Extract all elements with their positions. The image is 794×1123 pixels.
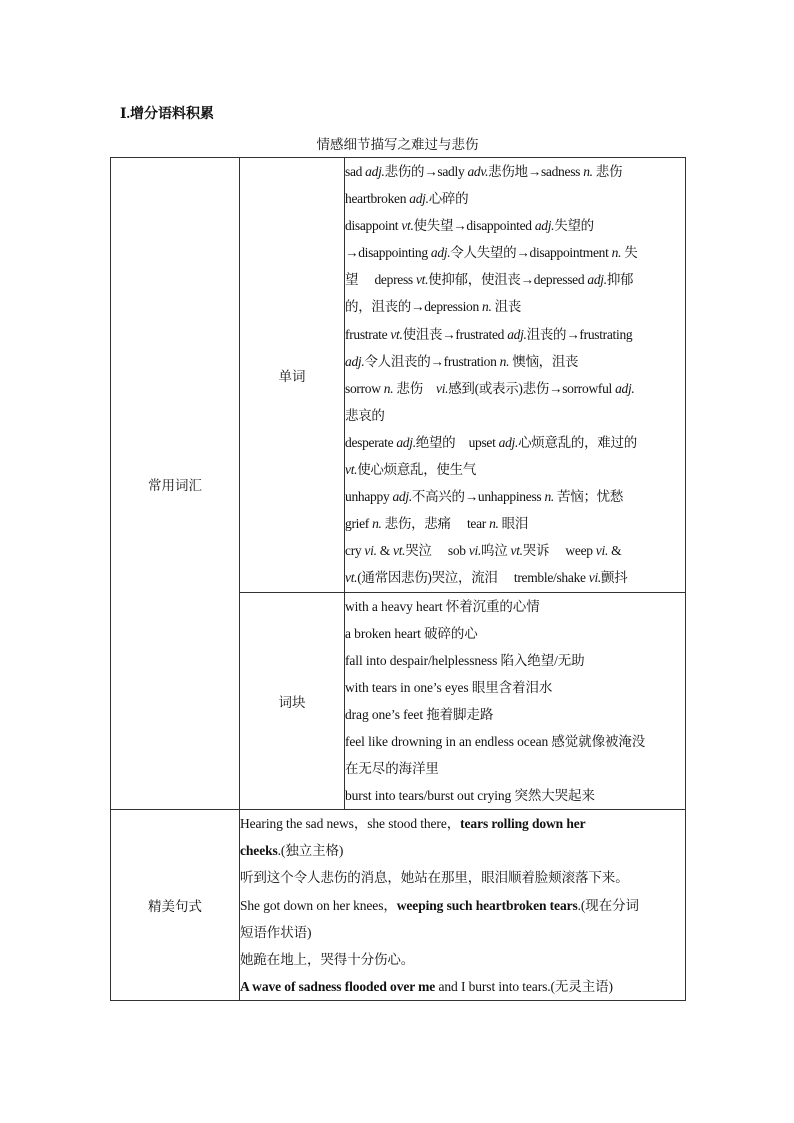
vocabulary-table xyxy=(110,157,686,1001)
text-segment: 的，沮丧的→depression xyxy=(345,299,483,315)
part-of-speech-label: adj. xyxy=(534,218,555,234)
phrase-entry-line xyxy=(345,674,685,701)
text-segment: 绝望的 upset xyxy=(415,434,499,450)
text-segment: frustrate xyxy=(345,326,391,342)
part-of-speech-label: n. xyxy=(611,245,622,261)
text-segment: 悲伤的→sadly xyxy=(384,164,468,179)
word-entry-line xyxy=(345,212,685,239)
text-segment: 眼泪 xyxy=(498,516,529,532)
word-entry-line xyxy=(345,158,685,185)
part-of-speech-label: adj. xyxy=(409,191,429,207)
part-of-speech-label: vt. xyxy=(345,570,358,586)
text-segment: 苦恼；忧愁 xyxy=(553,489,624,505)
word-entry-line xyxy=(345,348,685,375)
part-of-speech-label: n. xyxy=(482,299,492,315)
part-of-speech-label: vi. xyxy=(364,543,377,559)
text-segment: .(现在分词 xyxy=(577,897,639,913)
bold-text: A wave of sadness flooded over me xyxy=(240,978,436,994)
part-of-speech-label: vt. xyxy=(393,543,406,559)
text-segment: 抑郁 xyxy=(606,272,634,288)
word-entry-line xyxy=(345,321,685,348)
part-of-speech-label: adj. xyxy=(430,245,451,261)
phrase-entry-line xyxy=(345,647,685,674)
words-cell xyxy=(345,158,686,593)
phrase-entry-line xyxy=(345,782,685,809)
text-segment: & xyxy=(608,543,622,559)
part-of-speech-label: adj. xyxy=(345,353,365,369)
phrases-list xyxy=(345,593,685,810)
word-entry-line xyxy=(345,456,685,483)
text-segment: 悲伤地→sadness xyxy=(488,164,584,179)
words-list xyxy=(345,158,685,592)
label-cell-phrases: 词块 xyxy=(240,592,345,810)
text-segment: 短语作状语) xyxy=(240,924,312,940)
table-row xyxy=(111,158,686,593)
word-entry-line xyxy=(345,293,685,320)
text-segment: unhappy xyxy=(345,489,393,505)
bold-text: cheeks xyxy=(240,843,278,859)
text-segment: 不高兴的→unhappiness xyxy=(411,489,545,505)
sentence-line xyxy=(240,892,685,919)
text-segment: 悲伤，悲痛 tear xyxy=(381,516,490,532)
part-of-speech-label: adj. xyxy=(615,380,635,396)
text-segment: 沮丧 xyxy=(491,299,522,315)
part-of-speech-label: adj. xyxy=(365,164,385,179)
text-segment: 哭泣 sob xyxy=(405,543,469,559)
part-of-speech-label: n. xyxy=(499,353,510,369)
word-entry-line xyxy=(345,239,685,266)
text-segment: 失 xyxy=(621,245,638,261)
text-segment: desperate xyxy=(345,434,397,450)
phrase-entry-line xyxy=(345,620,685,647)
text-segment: 望 depress xyxy=(345,272,416,288)
text-segment: 使抑郁，使沮丧→depressed xyxy=(428,272,588,288)
text-segment: disappoint xyxy=(345,218,402,234)
bold-text: tears rolling down her xyxy=(460,816,586,832)
part-of-speech-label: adj. xyxy=(507,326,527,342)
text-segment: Hearing the sad news，she stood there， xyxy=(240,816,461,832)
phrase-entry-line xyxy=(345,593,685,620)
text-segment: 使心烦意乱，使生气 xyxy=(357,462,477,478)
part-of-speech-label: vi. xyxy=(595,543,609,559)
text-segment: 懊恼，沮丧 xyxy=(509,353,579,369)
part-of-speech-label: vi. xyxy=(468,543,482,559)
text-segment: burst into tears/burst out crying 突然大哭起来 xyxy=(345,788,595,804)
word-entry-line xyxy=(345,510,685,537)
sentence-line xyxy=(240,919,685,946)
text-segment: fall into despair/helplessness 陷入绝望/无助 xyxy=(345,652,585,668)
text-segment: 感到(或表示)悲伤→sorrowful xyxy=(448,380,616,396)
sentence-line xyxy=(240,946,685,973)
text-segment: 悲伤 xyxy=(393,380,436,396)
part-of-speech-label: n. xyxy=(544,489,554,505)
part-of-speech-label: vt. xyxy=(401,218,414,234)
text-segment: .(独立主格) xyxy=(277,843,344,859)
sentence-line xyxy=(240,837,685,864)
text-segment: 悲哀的 xyxy=(345,407,385,423)
text-segment: 悲伤 xyxy=(592,164,623,179)
part-of-speech-label: n. xyxy=(372,516,382,532)
text-segment: 在无尽的海洋里 xyxy=(345,761,439,777)
text-segment: 心烦意乱的，难过的 xyxy=(518,434,637,450)
category-cell-vocab: 常用词汇 xyxy=(111,158,240,810)
part-of-speech-label: vt. xyxy=(510,543,523,559)
bold-text: weeping such heartbroken tears xyxy=(396,897,578,913)
phrase-entry-line xyxy=(345,728,685,755)
text-segment: (通常因悲伤)哭泣，流泪 tremble/shake xyxy=(357,570,589,586)
phrase-entry-line xyxy=(345,701,685,728)
text-segment: and I burst into tears.(无灵主语) xyxy=(435,978,613,994)
word-entry-line xyxy=(345,375,685,402)
part-of-speech-label: n. xyxy=(489,516,499,532)
text-segment: 令人沮丧的→frustration xyxy=(364,353,500,369)
word-entry-line xyxy=(345,185,685,212)
part-of-speech-label: vi. xyxy=(436,380,449,396)
word-entry-line xyxy=(345,537,685,564)
part-of-speech-label: n. xyxy=(583,164,593,179)
text-segment: with tears in one’s eyes 眼里含着泪水 xyxy=(345,679,553,695)
text-segment: →disappointing xyxy=(345,245,431,261)
text-segment: cry xyxy=(345,543,365,559)
word-entry-line xyxy=(345,266,685,293)
part-of-speech-label: adj. xyxy=(498,434,519,450)
sentences-list xyxy=(240,810,685,1000)
part-of-speech-label: n. xyxy=(383,380,394,396)
text-segment: a broken heart 破碎的心 xyxy=(345,625,478,641)
label-cell-words: 单词 xyxy=(240,158,345,593)
part-of-speech-label: adj. xyxy=(396,434,416,450)
part-of-speech-label: adj. xyxy=(587,272,607,288)
part-of-speech-label: vt. xyxy=(345,462,358,478)
text-segment: 使失望→disappointed xyxy=(413,218,535,234)
table-title: 情感细节描写之难过与悲伤 xyxy=(316,137,479,152)
text-segment: with a heavy heart 怀着沉重的心情 xyxy=(345,598,540,614)
text-segment: sorrow xyxy=(345,380,384,396)
text-segment: 心碎的 xyxy=(428,191,469,207)
text-segment: feel like drowning in an endless ocean 感觉就像被淹没 xyxy=(345,733,646,749)
text-segment: 颤抖 xyxy=(601,570,628,586)
word-entry-line xyxy=(345,564,685,591)
text-segment: sad xyxy=(345,164,366,179)
word-entry-line xyxy=(345,402,685,429)
sentence-line xyxy=(240,973,685,1000)
text-segment: 呜泣 xyxy=(481,543,511,559)
text-segment: & xyxy=(376,543,393,559)
text-segment: 使沮丧→frustrated xyxy=(402,326,508,342)
text-segment: 哭诉 weep xyxy=(522,543,596,559)
text-segment: 听到这个令人悲伤的消息，她站在那里，眼泪顺着脸颊滚落下来。 xyxy=(240,870,629,886)
text-segment: 她跪在地上，哭得十分伤心。 xyxy=(240,951,415,967)
phrases-cell xyxy=(345,592,686,810)
part-of-speech-label: adj. xyxy=(392,489,412,505)
phrase-entry-line xyxy=(345,755,685,782)
sentence-line xyxy=(240,864,685,891)
text-segment: 沮丧的→frustrating xyxy=(526,326,633,342)
text-segment: 令人失望的→disappointment xyxy=(450,245,612,261)
category-cell-sentences: 精美句式 xyxy=(111,810,240,1001)
table-row xyxy=(111,810,686,1001)
part-of-speech-label: vi. xyxy=(588,570,601,586)
text-segment: heartbroken xyxy=(345,191,410,207)
text-segment: She got down on her knees， xyxy=(240,897,397,913)
sentences-cell xyxy=(240,810,686,1001)
word-entry-line xyxy=(345,483,685,510)
part-of-speech-label: vt. xyxy=(390,326,403,342)
part-of-speech-label: vt. xyxy=(415,272,429,288)
text-segment: drag one’s feet 拖着脚走路 xyxy=(345,706,494,722)
part-of-speech-label: adv. xyxy=(467,164,489,179)
section-heading: Ⅰ.增分语料积累 xyxy=(120,107,215,122)
text-segment: grief xyxy=(345,516,373,532)
text-segment: 失望的 xyxy=(554,218,594,234)
sentence-line xyxy=(240,810,685,837)
word-entry-line xyxy=(345,429,685,456)
